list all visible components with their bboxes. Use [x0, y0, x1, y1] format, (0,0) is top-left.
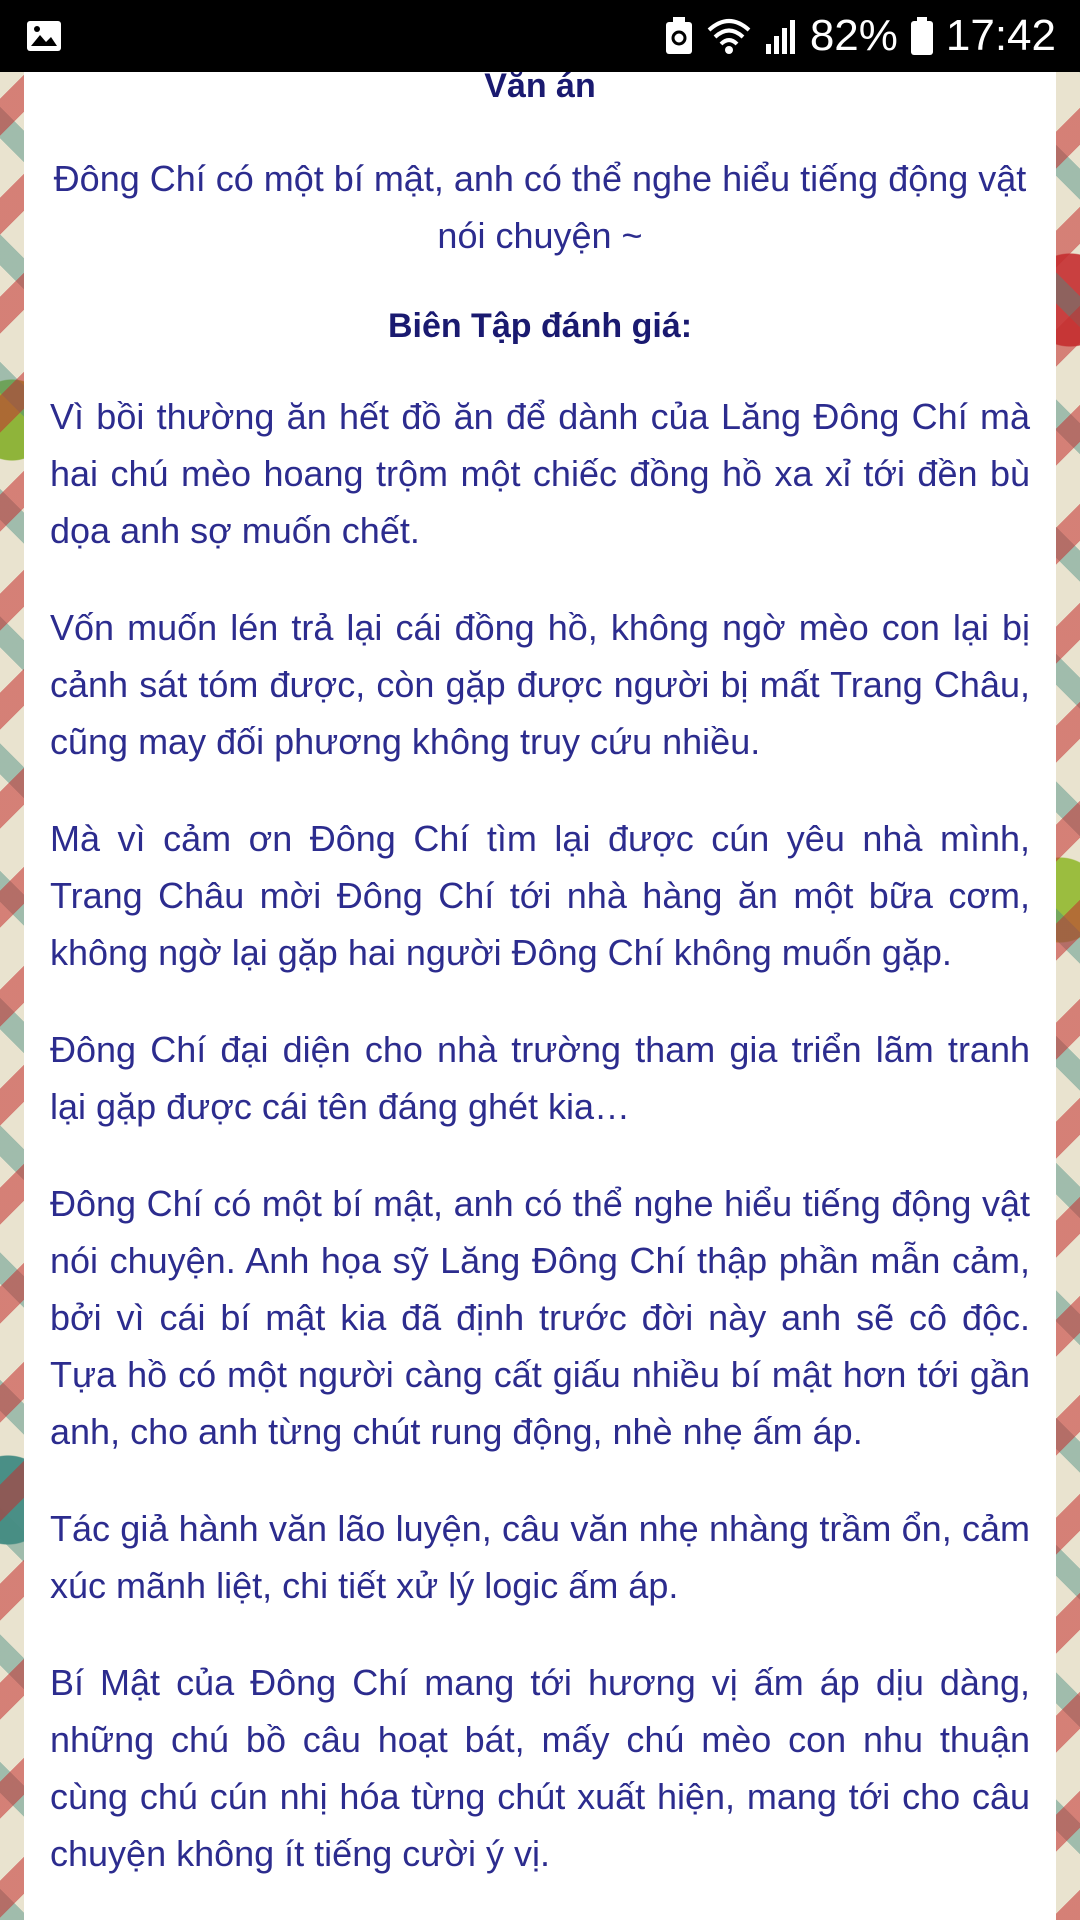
wifi-icon	[706, 16, 752, 56]
paragraph: Mà vì cảm ơn Đông Chí tìm lại được cún yêu nhà mình, Trang Châu mời Đông Chí tới nhà hàng ăn một bữa cơm, không ngờ lại gặp hai người Đông Chí không muốn gặp.	[50, 818, 1030, 973]
intro-text: Đông Chí có một bí mật, anh có thể nghe hiểu tiếng động vật nói chuyện ~	[53, 158, 1027, 256]
paragraph: Vốn muốn lén trả lại cái đồng hồ, không ngờ mèo con lại bị cảnh sát tóm được, còn gặp được người bị mất Trang Châu, cũng may đối phương không truy cứu nhiều.	[50, 607, 1030, 762]
article-page[interactable]	[24, 72, 1056, 1920]
paragraph: Vì bồi thường ăn hết đồ ăn để dành của Lăng Đông Chí mà hai chú mèo hoang trộm một chiếc đồng hồ xa xỉ tới đền bù dọa anh sợ muốn chết.	[50, 396, 1030, 551]
paragraph: Tác giả hành văn lão luyện, câu văn nhẹ nhàng trầm ổn, cảm xúc mãnh liệt, chi tiết xử lý logic ấm áp.	[50, 1508, 1030, 1606]
paragraph: Bí Mật của Đông Chí mang tới hương vị ấm áp dịu dàng, những chú bồ câu hoạt bát, mấy chú mèo con nhu thuận cùng chú cún nhị hóa từng chút xuất hiện, mang tới cho câu chuyện không ít tiếng cười ý vị.	[50, 1662, 1030, 1874]
clock: 17:42	[945, 11, 1056, 60]
signal-icon	[764, 16, 798, 56]
battery-percent: 82%	[809, 11, 898, 60]
review-heading: Biên Tập đánh giá:	[387, 307, 693, 345]
recycle-icon	[664, 16, 694, 56]
paragraph: Đông Chí đại diện cho nhà trường tham gia triển lãm tranh lại gặp được cái tên đáng ghét kia…	[50, 1029, 1030, 1127]
paragraph: Đông Chí có một bí mật, anh có thể nghe hiểu tiếng động vật nói chuyện. Anh họa sỹ Lăng Đông Chí thập phần mẫn cảm, bởi vì cái bí mật kia đã định trước đời này anh sẽ cô độc. Tựa hồ có một người càng cất giấu nhiều bí mật hơn tới gần anh, cho anh từng chút rung động, nhè nhẹ ấm áp.	[50, 1183, 1030, 1452]
article-content	[50, 72, 1030, 1882]
status-bar	[0, 0, 1080, 72]
battery-icon	[910, 16, 934, 56]
image-icon	[24, 16, 64, 56]
synopsis-heading: Văn án	[484, 72, 596, 105]
